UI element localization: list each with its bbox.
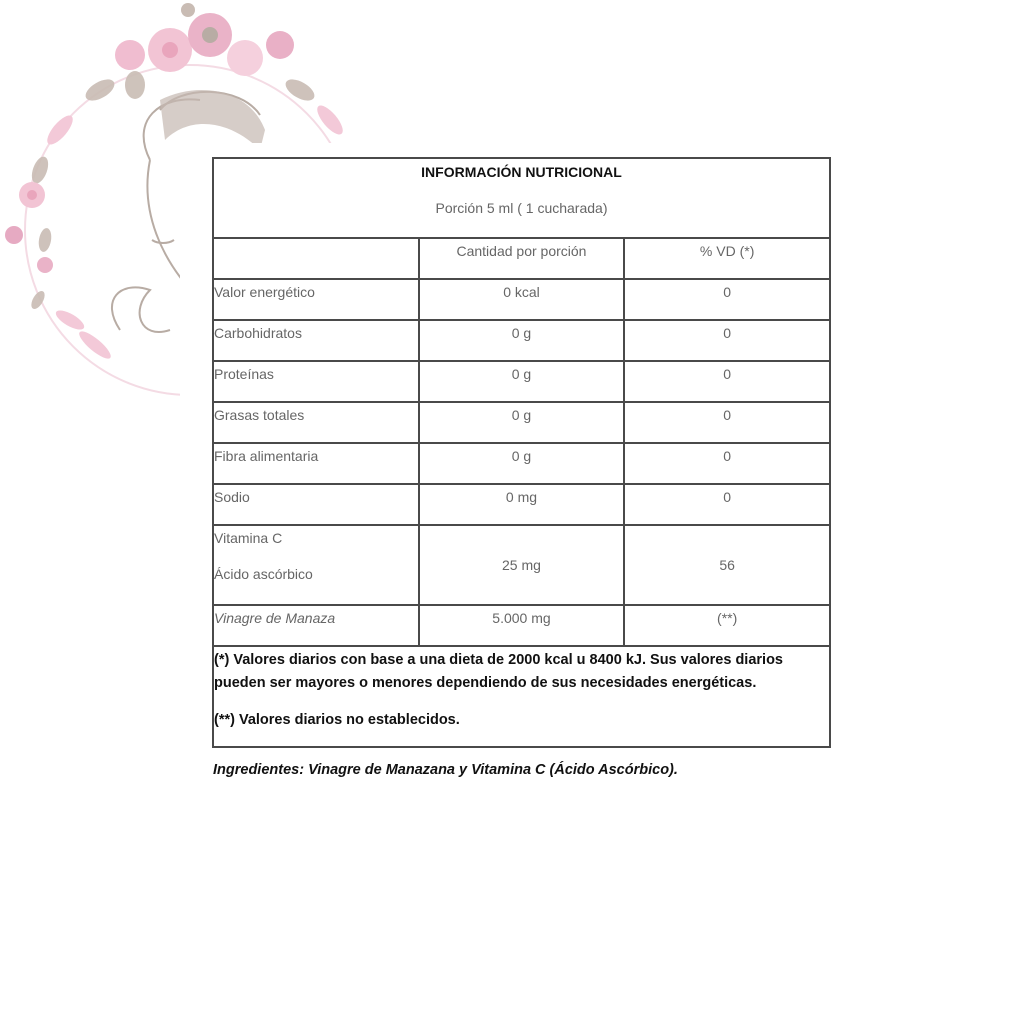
table-row: [213, 361, 830, 402]
header-vd: % VD (*): [624, 238, 830, 279]
nutrient-name: Vinagre de Manaza: [214, 610, 336, 626]
nutrient-name: Sodio: [214, 489, 250, 505]
notes-cell: [213, 646, 830, 747]
table-row: [213, 320, 830, 361]
nutrient-vd: 0: [723, 284, 732, 300]
table-row: [213, 279, 830, 320]
nutrient-vd: 0: [723, 325, 732, 341]
table-title-row: [213, 158, 830, 238]
table-notes-row: [213, 646, 830, 747]
nutrient-vd: 0: [723, 366, 732, 382]
nutrient-subname: Ácido ascórbico: [214, 566, 313, 582]
nutrient-amount: 0 g: [511, 325, 532, 341]
table-row: [213, 443, 830, 484]
header-empty-cell: [213, 238, 419, 279]
nutrient-name: Vitamina C: [214, 530, 283, 546]
table-header-row: [213, 238, 830, 279]
ingredients-text: Ingredientes: Vinagre de Manazana y Vitamina C (Ácido Ascórbico).: [213, 762, 678, 778]
footnote-daily-values: (*) Valores diarios con base a una dieta de 2000 kcal u 8400 kJ. Sus valores diarios pueden ser mayores o menores dependiendo de sus necesidades energéticas.: [214, 652, 783, 691]
footnote-not-established: (**) Valores diarios no establecidos.: [214, 712, 460, 728]
header-amount: Cantidad por porción: [419, 238, 625, 279]
table-title: INFORMACIÓN NUTRICIONAL: [421, 164, 622, 180]
nutrient-vd: 56: [719, 557, 735, 573]
serving-size: Porción 5 ml ( 1 cucharada): [435, 200, 608, 216]
nutrient-amount: 0 mg: [505, 489, 538, 505]
nutrient-amount: 25 mg: [502, 557, 541, 573]
nutrient-amount: 0 g: [511, 407, 532, 423]
nutrient-amount: 0 g: [511, 448, 532, 464]
title-cell: [213, 158, 830, 238]
nutrition-facts-table: [212, 157, 831, 748]
nutrient-vd: 0: [723, 407, 732, 423]
nutrient-name: Fibra alimentaria: [214, 448, 319, 464]
table-row: [213, 402, 830, 443]
nutrient-vd: 0: [723, 489, 732, 505]
nutrient-vd: 0: [723, 448, 732, 464]
nutrient-name: Valor energético: [214, 284, 315, 300]
table-row-vitamin-c: [213, 525, 830, 605]
nutrient-amount: 0 g: [511, 366, 532, 382]
nutrient-name: Grasas totales: [214, 407, 305, 423]
table-row: [213, 484, 830, 525]
nutrient-amount: 5.000 mg: [492, 610, 551, 626]
nutrient-name: Proteínas: [214, 366, 274, 382]
nutrient-vd: (**): [717, 610, 738, 626]
nutrient-amount: 0 kcal: [503, 284, 540, 300]
table-row-vinegar: [213, 605, 830, 646]
nutrient-name: Carbohidratos: [214, 325, 302, 341]
